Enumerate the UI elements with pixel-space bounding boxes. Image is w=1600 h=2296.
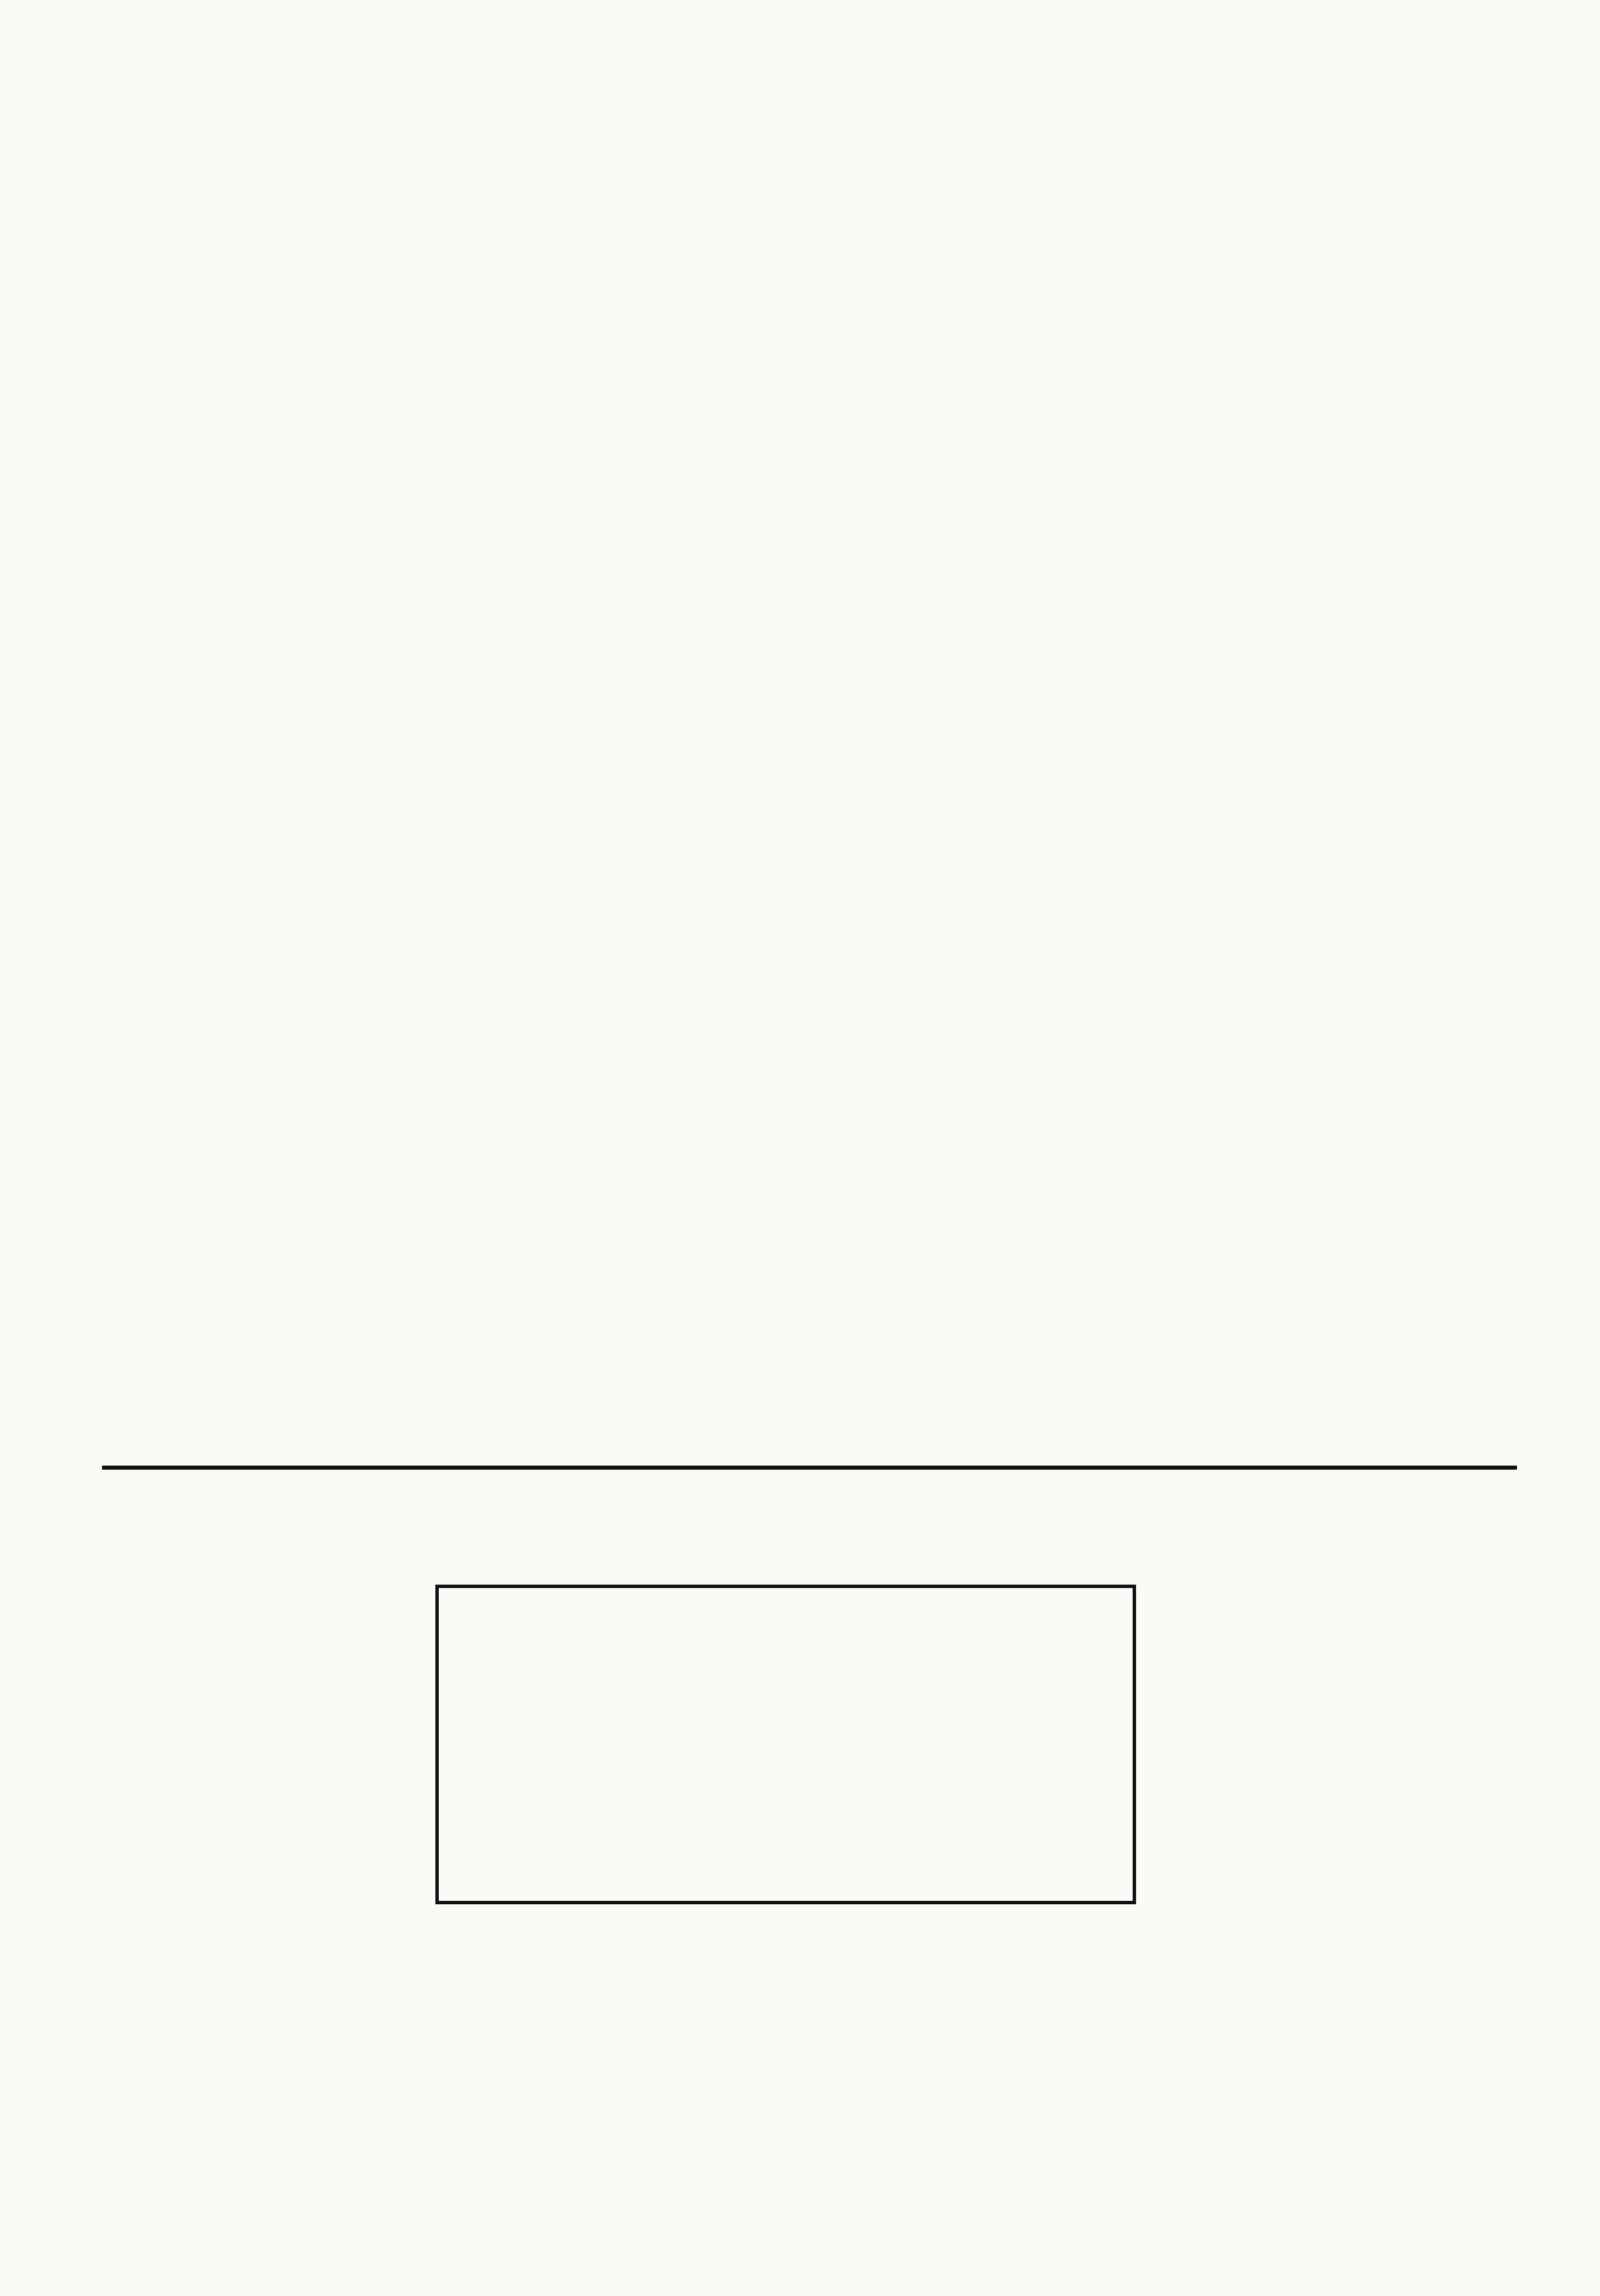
article-column-left xyxy=(82,204,762,1306)
article-column-right xyxy=(837,204,1517,1306)
next-issue-box xyxy=(435,1585,1136,1904)
horizontal-divider xyxy=(102,1466,1517,1470)
article-columns xyxy=(82,204,1517,1306)
